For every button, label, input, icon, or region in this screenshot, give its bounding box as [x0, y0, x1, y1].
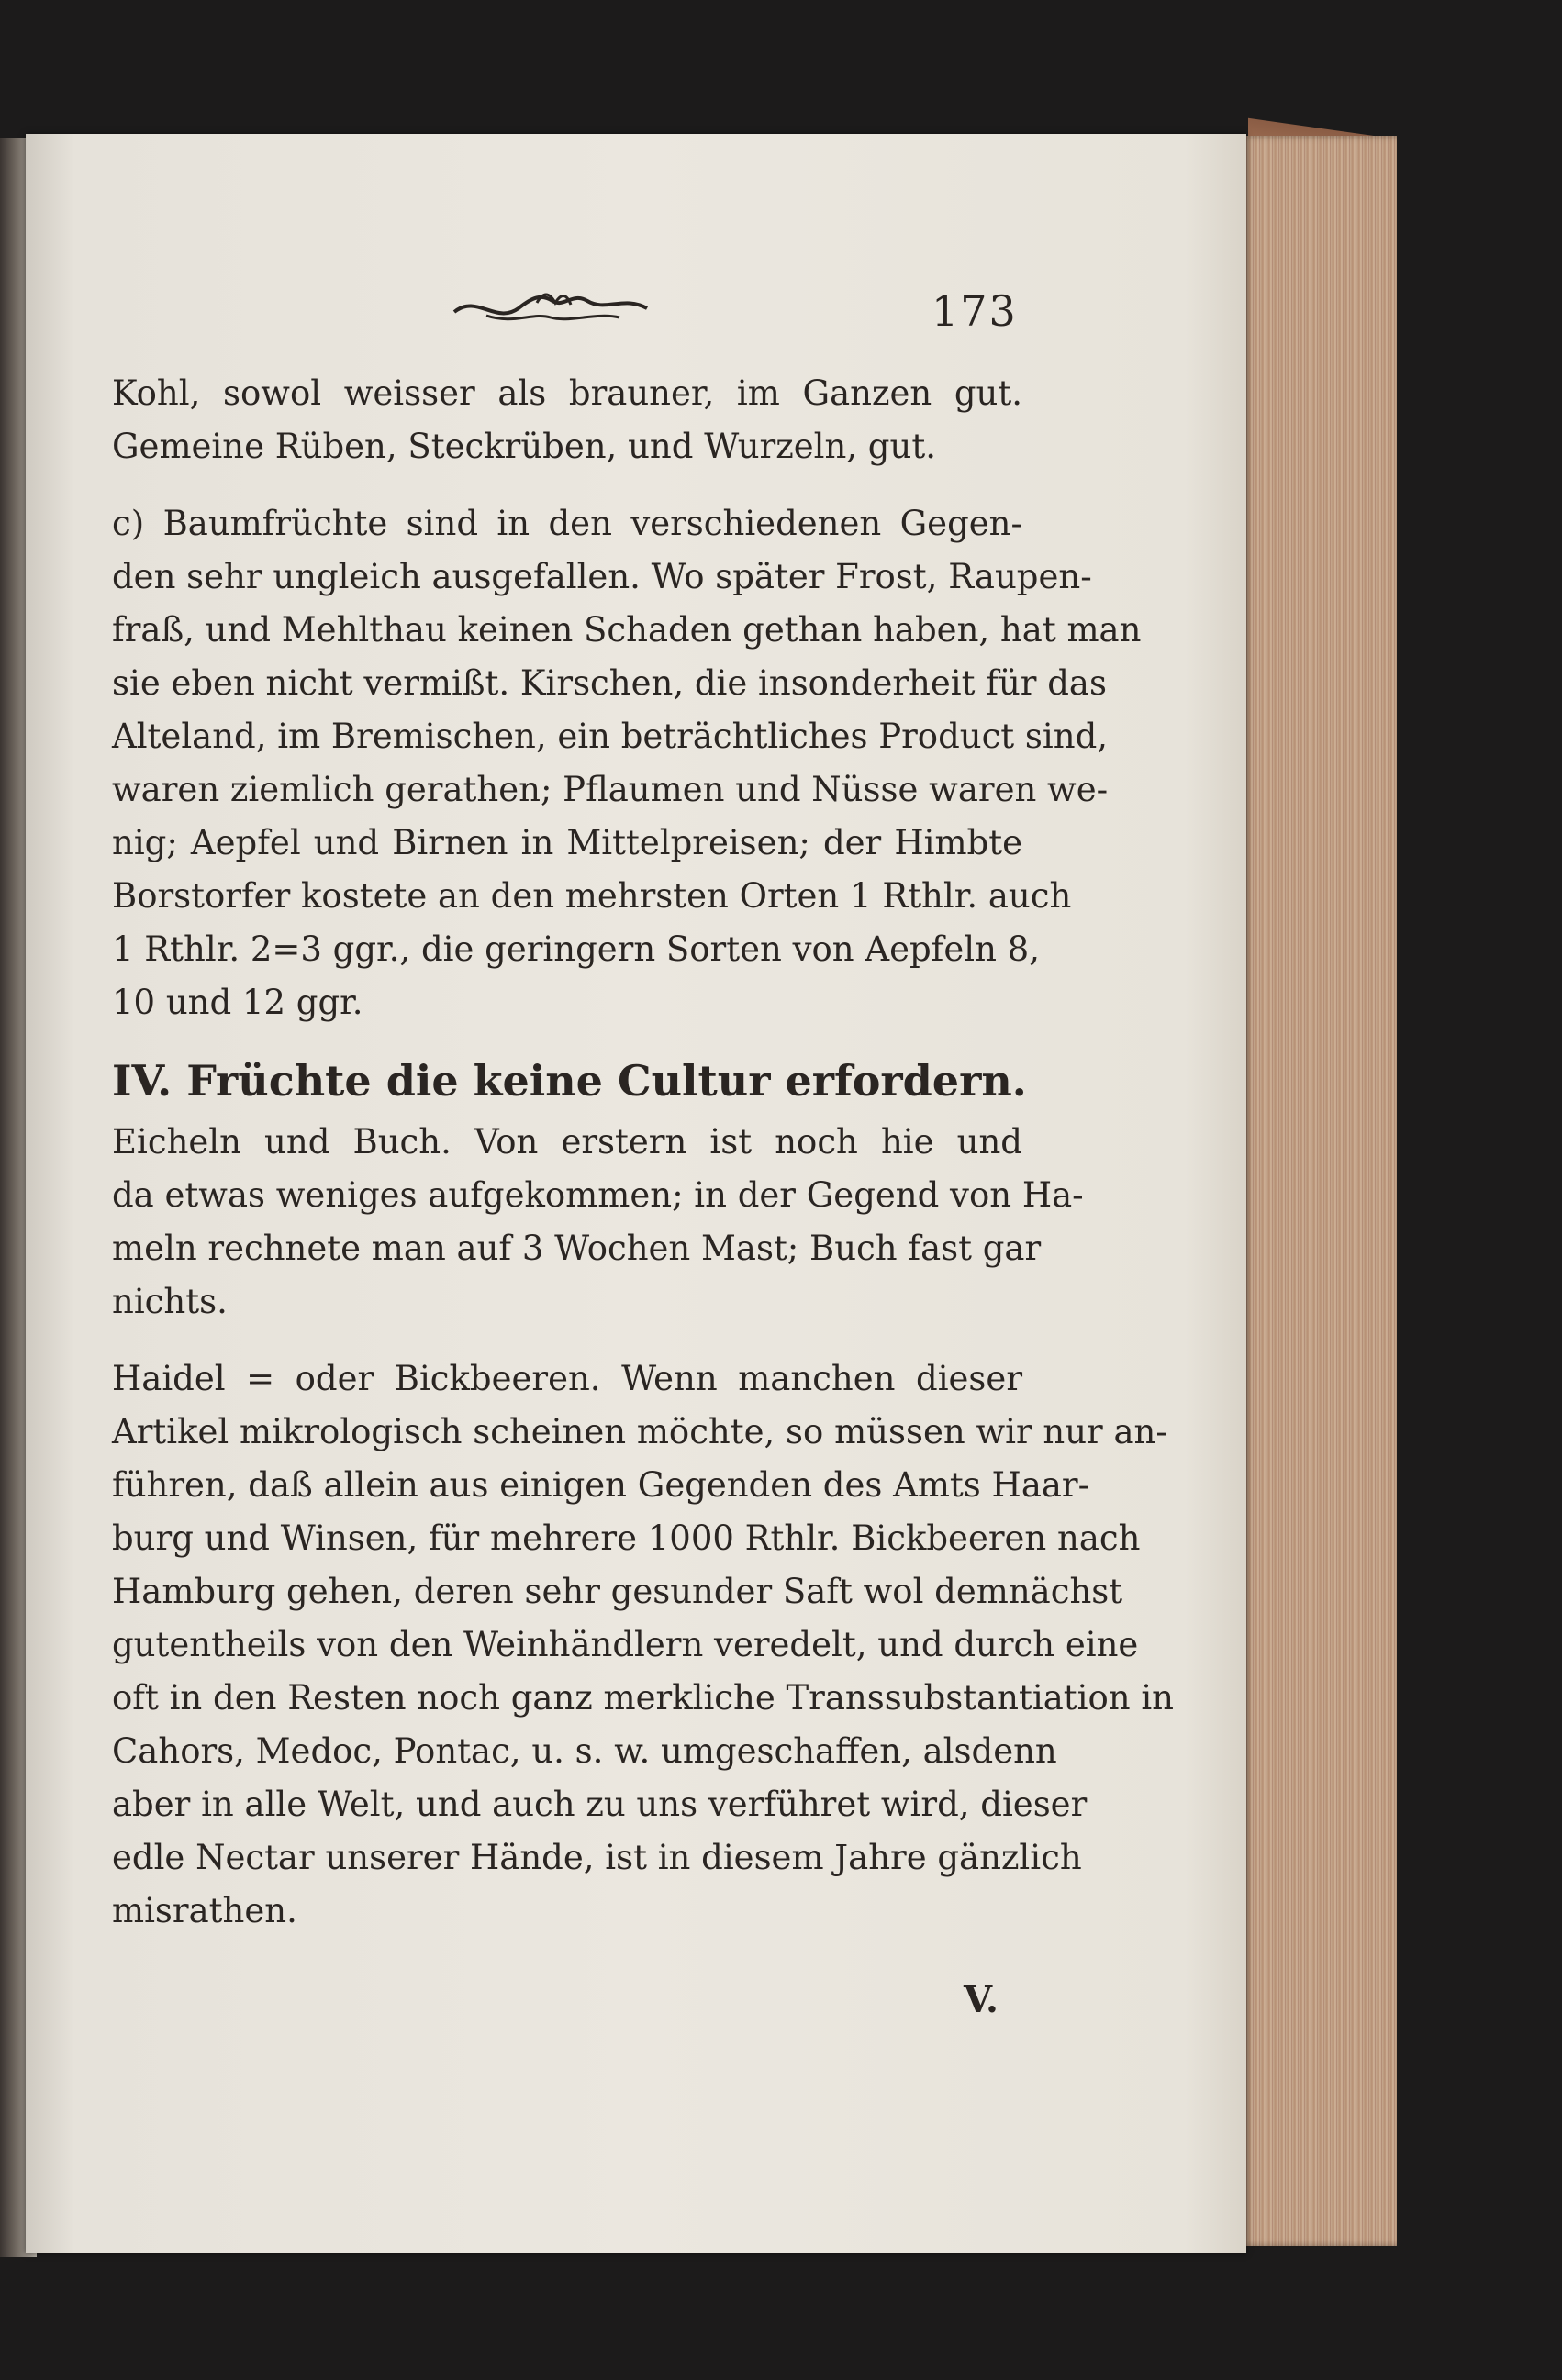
text-line: Kohl, sowol weisser als brauner, im Ganzen gut. — [112, 373, 1022, 413]
text-line: führen, daß allein aus einigen Gegenden des Amts Haar- — [112, 1465, 1090, 1505]
page-text — [112, 367, 1174, 1938]
book-page-edges — [1241, 136, 1397, 2246]
text-line: Hamburg gehen, deren sehr gesunder Saft wol demnächst — [112, 1572, 1123, 1611]
text-line: fraß, und Mehlthau keinen Schaden gethan haben, hat man — [112, 610, 1142, 650]
text-line: aber in alle Welt, und auch zu uns verführet wird, dieser — [112, 1785, 1088, 1824]
text-line: Borstorfer kostete an den mehrsten Orten 1 Rthlr. auch — [112, 876, 1072, 916]
text-line: nichts. — [112, 1282, 228, 1321]
text-line: c) Baumfrüchte sind in den verschiedenen Gegen- — [112, 504, 1022, 543]
catchword: V. — [964, 1978, 999, 2021]
text-line: waren ziemlich gerathen; Pflaumen und Nüsse waren we- — [112, 770, 1109, 809]
text-line: oft in den Resten noch ganz merkliche Transsubstantiation in — [112, 1678, 1174, 1718]
ornament-vignette-icon — [450, 284, 652, 332]
text-line: burg und Winsen, für mehrere 1000 Rthlr. Bickbeeren nach — [112, 1518, 1141, 1558]
text-line: den sehr ungleich ausgefallen. Wo später Frost, Raupen- — [112, 557, 1092, 596]
text-line: 1 Rthlr. 2=3 ggr., die geringern Sorten von Aepfeln 8, — [112, 929, 1040, 969]
text-line: Artikel mikrologisch scheinen möchte, so müssen wir nur an- — [112, 1412, 1167, 1451]
text-line: da etwas weniges aufgekommen; in der Gegend von Ha- — [112, 1175, 1084, 1215]
text-line: meln rechnete man auf 3 Wochen Mast; Buch fast gar — [112, 1229, 1042, 1268]
text-line: 10 und 12 ggr. — [112, 983, 363, 1022]
text-line: Eicheln und Buch. Von erstern ist noch hie und — [112, 1122, 1022, 1162]
text-line: Alteland, im Bremischen, ein beträchtliches Product sind, — [112, 717, 1109, 756]
text-line: edle Nectar unserer Hände, ist in diesem Jahre gänzlich — [112, 1838, 1082, 1877]
section-heading: IV. Früchte die keine Cultur erfordern. — [112, 1056, 1027, 1106]
page-number: 173 — [932, 286, 1018, 336]
text-line: misrathen. — [112, 1891, 297, 1930]
text-line: Haidel = oder Bickbeeren. Wenn manchen dieser — [112, 1359, 1022, 1398]
text-line: gutentheils von den Weinhändlern veredelt, und durch eine — [112, 1625, 1139, 1664]
text-line: Gemeine Rüben, Steckrüben, und Wurzeln, gut. — [112, 427, 936, 466]
text-line: Cahors, Medoc, Pontac, u. s. w. umgeschaffen, alsdenn — [112, 1731, 1057, 1771]
text-line: sie eben nicht vermißt. Kirschen, die insonderheit für das — [112, 663, 1107, 703]
text-line: nig; Aepfel und Birnen in Mittelpreisen; der Himbte — [112, 823, 1022, 862]
